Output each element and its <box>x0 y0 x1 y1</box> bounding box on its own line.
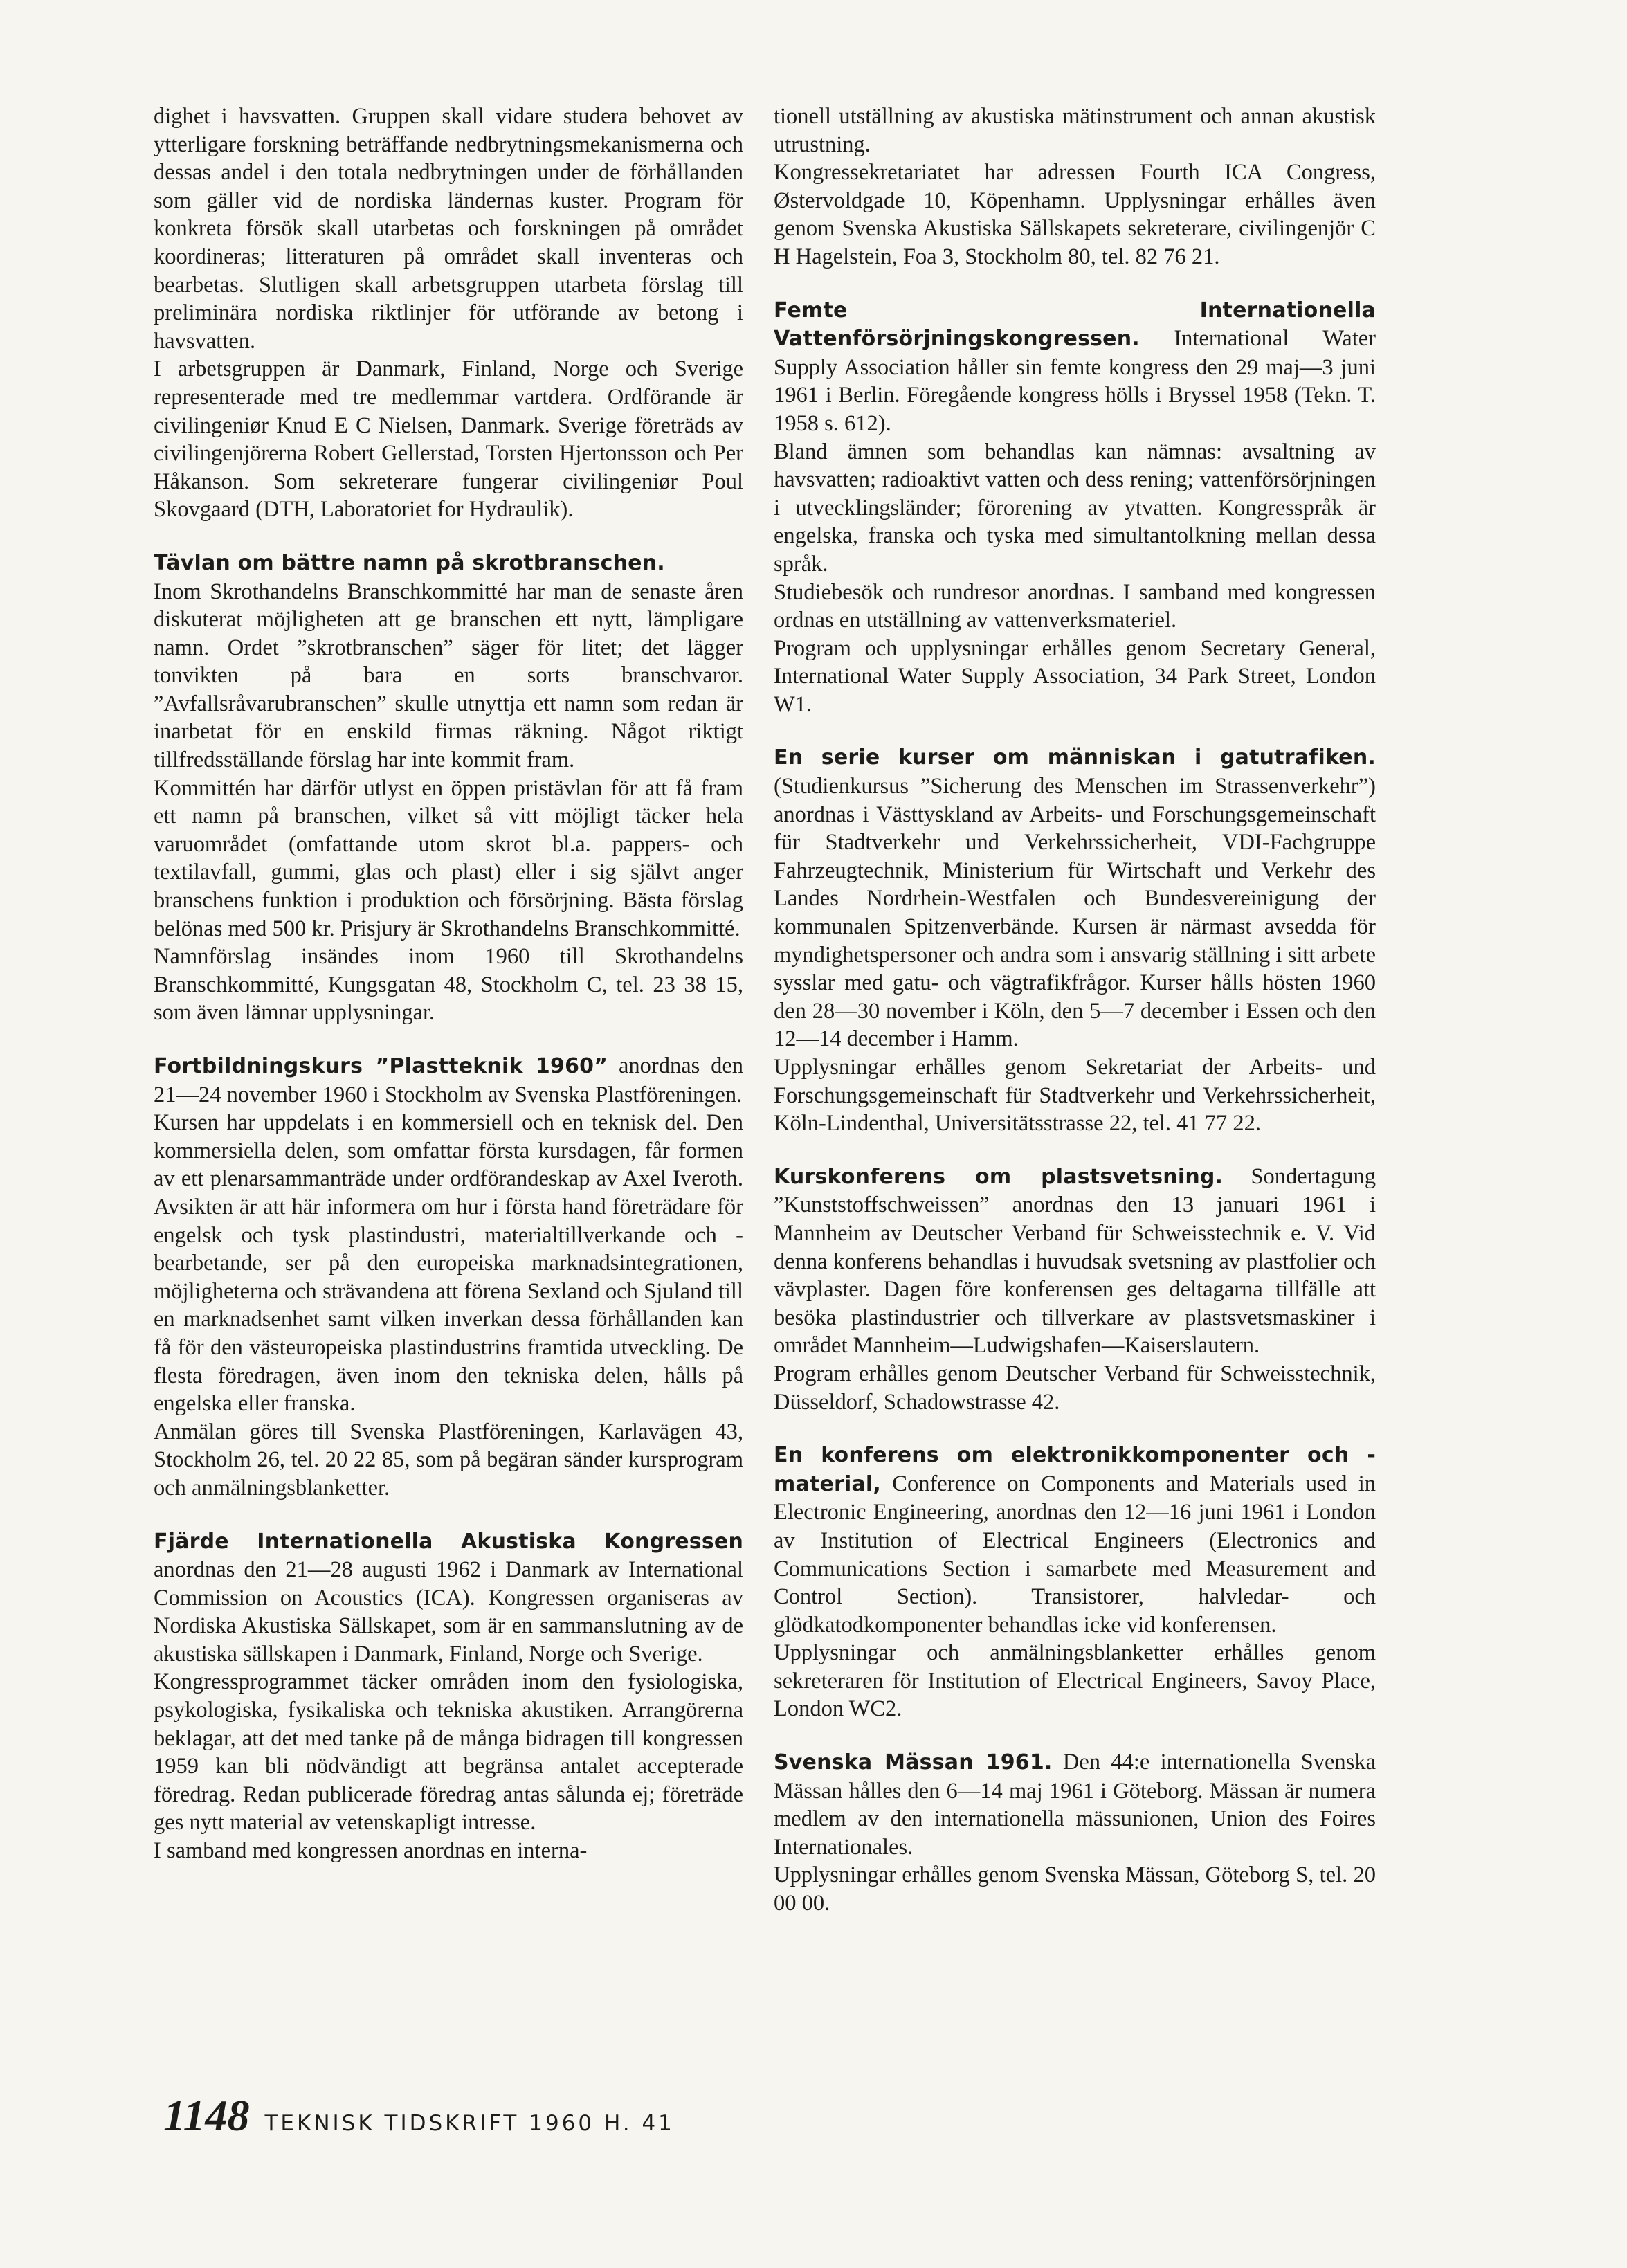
paragraph: Kongressekretariatet har adressen Fourth ICA Congress, Østervoldgade 10, Köpenhamn. Upplysningar erhålles även genom Svenska Akustiska Sällskapets sekreterare, civilingenjör C H Hagelstein, Foa 3, Stockholm 80, tel. 82 76 21. <box>774 160 1376 269</box>
paragraph: Program erhålles genom Deutscher Verband für Schweisstechnik, Düsseldorf, Schadowstrasse 42. <box>774 1361 1376 1415</box>
article-heading: Fortbildningskurs ”Plastteknik 1960” <box>154 1054 608 1078</box>
article-elektronik <box>774 1441 1376 1723</box>
left-column <box>154 102 743 1865</box>
paragraph: Femte Internationella Vattenförsörjningskongressen. International Water Supply Association håller sin femte kongress den 29 maj—3 juni 1961 i Berlin. Föregående kongress hölls i Bryssel 1958 (Tekn. T. 1958 s. 612). <box>774 298 1376 436</box>
article-heading: Fjärde Internationella Akustiska Kongressen <box>154 1529 743 1554</box>
paragraph: Upplysningar erhålles genom Sekretariat der Arbeits- und Forschungsgemeinschaft für Stadtverkehr und Verkehrssicherheit, Köln-Lindenthal, Universitätsstrasse 22, tel. 41 77 22. <box>774 1055 1376 1136</box>
paragraph: Tävlan om bättre namn på skrotbranschen. Inom Skrothandelns Branschkommitté har man de senaste åren diskuterat möjligheten att ge branschen ett nytt, lämpligare namn. Ordet ”skrotbranschen” säger för litet; det lägger tonvikten på bara en sorts branschvaror. ”Avfallsråvarubranschen” skulle utnyttja ett namn som redan är inarbetat för en enskild firmas räkning. Något riktigt tillfredsställande förslag har inte kommit fram. <box>154 550 743 773</box>
article-vattenforsorjning <box>774 296 1376 719</box>
paragraph: Kursen har uppdelats i en kommersiell och en teknisk del. Den kommersiella delen, som omfattar första kursdagen, får formen av ett plenarsammanträde under ordförandeskap av Axel Iveroth. Avsikten är att här informera om hur i första hand företrädare för engelsk och tysk plastindustri, materialtillverkande och -bearbetande, ser på den europeiska marknadsintegrationen, möjligheterna och strävandena att förena Sexland och Sjuland till en marknadsenhet samt vilken inverkan dessa förhållanden kan få för den västeuropeiska plastindustrins framtida utveckling. De flesta föredragen, även inom den tekniska delen, hålls på engelska eller franska. <box>154 1110 743 1417</box>
right-column <box>774 102 1376 1918</box>
paragraph: tionell utställning av akustiska mätinstrument och annan akustisk utrustning. <box>774 104 1376 157</box>
page-footer <box>163 2090 675 2141</box>
article-heading: Tävlan om bättre namn på skrotbranschen. <box>154 550 665 575</box>
article-gatutrafik <box>774 743 1376 1137</box>
paragraph: Fjärde Internationella Akustiska Kongressen anordnas den 21—28 augusti 1962 i Danmark av International Commission on Acoustics (ICA). Kongressen organiseras av Nordiska Akustiska Sällskapet, som är en sammanslutning av de akustiska sällskapen i Danmark, Finland, Norge och Sverige. <box>154 1529 743 1667</box>
article-heading: En serie kurser om människan i gatutrafiken. <box>774 745 1376 770</box>
paragraph: En konferens om elektronikkomponenter och -material, Conference on Components and Materials used in Electronic Engineering, anordnas den 12—16 juni 1961 i London av Institution of Electrical Engineers (Electronics and Communications Section i samarbete med Measurement and Control Section). Transistorer, halvledar- och glödkatodkomponenter behandlas icke vid konferensen. <box>774 1443 1376 1638</box>
paragraph: Kurskonferens om plastsvetsning. Sondertagung ”Kunststoffschweissen” anordnas den 13 januari 1961 i Mannheim av Deutscher Verband für Schweisstechnik e. V. Vid denna konferens behandlas i huvudsak svetsning av plastfolier och vävplaster. Dagen före konferensen ges deltagarna tillfälle att besöka plastindustrier och tillverkare av plastsvetsmaskiner i området Mannheim—Ludwigshafen—Kaiserslautern. <box>774 1163 1376 1359</box>
article-heading: Kurskonferens om plastsvetsning. <box>774 1164 1224 1189</box>
paragraph: Anmälan göres till Svenska Plastföreningen, Karlavägen 43, Stockholm 26, tel. 20 22 85, som på begäran sänder kursprogram och anmälningsblanketter. <box>154 1419 743 1500</box>
article-heading: Femte Internationella Vattenförsörjningskongressen. <box>774 298 1376 352</box>
article-heading: Svenska Mässan 1961. <box>774 1750 1053 1775</box>
paragraph: En serie kurser om människan i gatutrafiken. (Studienkursus ”Sicherung des Menschen im Strassenverkehr”) anordnas i Västtyskland av Arbeits- und Forschungsgemeinschaft für Stadtverkehr und Verkehrssicherheit, VDI-Fachgruppe Fahrzeugtechnik, Ministerium für Wirtschaft und Verkehr des Landes Nordrhein-Westfalen och Bundesvereinigung der kommunalen Spitzenverbände. Kursen är närmast avsedda för myndighetspersoner och andra som i ansvarig ställning i sitt arbete sysslar med gatu- och vägtrafikfrågor. Kurser hålls hösten 1960 den 28—30 november i Köln, den 5—7 december i Essen och den 12—14 december i Hamm. <box>774 745 1376 1052</box>
paragraph: Kongressprogrammet täcker områden inom den fysiologiska, psykologiska, fysikaliska och tekniska akustiken. Arrangörerna beklagar, att det med tanke på de många bidragen till kongressen 1959 kan bli nödvändigt att begränsa antalet accepterade föredrag. Redan publicerade föredrag antas sålunda ej; företräde ges nytt material av vetenskapligt intresse. <box>154 1669 743 1835</box>
paragraph: Upplysningar och anmälningsblanketter erhålles genom sekreteraren för Institution of Electrical Engineers, Savoy Place, London WC2. <box>774 1640 1376 1722</box>
paragraph: Kommittén har därför utlyst en öppen pristävlan för att få fram ett namn på branschen, vilket så vitt möjligt täcker hela varuområdet (omfattande utom skrot bl.a. pappers- och textilavfall, gummi, glas och plast) eller i sig självt anger branschens funktion i produktion och försörjning. Bästa förslag belönas med 500 kr. Prisjury är Skrothandelns Branschkommitté. <box>154 775 743 941</box>
page-number: 1148 <box>163 2091 250 2140</box>
article-skrot <box>154 549 743 1027</box>
article-plastsvetsning <box>774 1163 1376 1416</box>
paragraph: Bland ämnen som behandlas kan nämnas: avsaltning av havsvatten; radioaktivt vatten och dess rening; vattenförsörjningen i utvecklingsländer; förorening av ytvatten. Kongresspråk är engelska, franska och tyska med simultantolkning mellan dessa språk. <box>774 439 1376 577</box>
paragraph: I arbetsgruppen är Danmark, Finland, Norge och Sverige representerade med tre medlemmar vartdera. Ordförande är civilingeniør Knud E C Nielsen, Danmark. Sverige företräds av civilingenjörerna Robert Gellerstad, Torsten Hjertonsson och Per Håkanson. Som sekreterare fungerar civilingeniør Poul Skovgaard (DTH, Laboratoriet for Hydraulik). <box>154 356 743 523</box>
paragraph: Fortbildningskurs ”Plastteknik 1960” anordnas den 21—24 november 1960 i Stockholm av Svenska Plastföreningen. <box>154 1053 743 1107</box>
paragraph: Upplysningar erhålles genom Svenska Mässan, Göteborg S, tel. 20 00 00. <box>774 1862 1376 1916</box>
article-heading: En konferens om elektronikkomponenter och -material, <box>774 1443 1376 1496</box>
paragraph: Studiebesök och rundresor anordnas. I samband med kongressen ordnas en utställning av vattenverksmateriel. <box>774 579 1376 633</box>
article-plastteknik <box>154 1052 743 1503</box>
paragraph: I samband med kongressen anordnas en interna- <box>154 1838 588 1864</box>
paragraph: Program och upplysningar erhålles genom Secretary General, International Water Supply Association, 34 Park Street, London W1. <box>774 635 1376 717</box>
article-akustik <box>154 1527 743 1865</box>
paragraph: Namnförslag insändes inom 1960 till Skrothandelns Branschkommitté, Kungsgatan 48, Stockholm C, tel. 23 38 15, som även lämnar upplysningar. <box>154 944 743 1026</box>
article-svenska-massan <box>774 1748 1376 1918</box>
journal-title: TEKNISK TIDSKRIFT 1960 H. 41 <box>264 2111 675 2136</box>
paragraph: Svenska Mässan 1961. Den 44:e internationella Svenska Mässan hålles den 6—14 maj 1961 i Göteborg. Mässan är numera medlem av den internationella mässunionen, Union des Foires Internationales. <box>774 1750 1376 1860</box>
paragraph: dighet i havsvatten. Gruppen skall vidare studera behovet av ytterligare forskning beträffande nedbrytningsmekanismerna och dessas andel i den totala nedbrytningen under de förhållanden som gäller vid de nordiska ländernas kuster. Program för konkreta försök skall utarbetas och forskningen på området koordineras; litteraturen på området skall inventeras och bearbetas. Slutligen skall arbetsgruppen utarbeta förslag till preliminära nordiska riktlinjer för utförande av betong i havsvatten. <box>154 104 743 354</box>
